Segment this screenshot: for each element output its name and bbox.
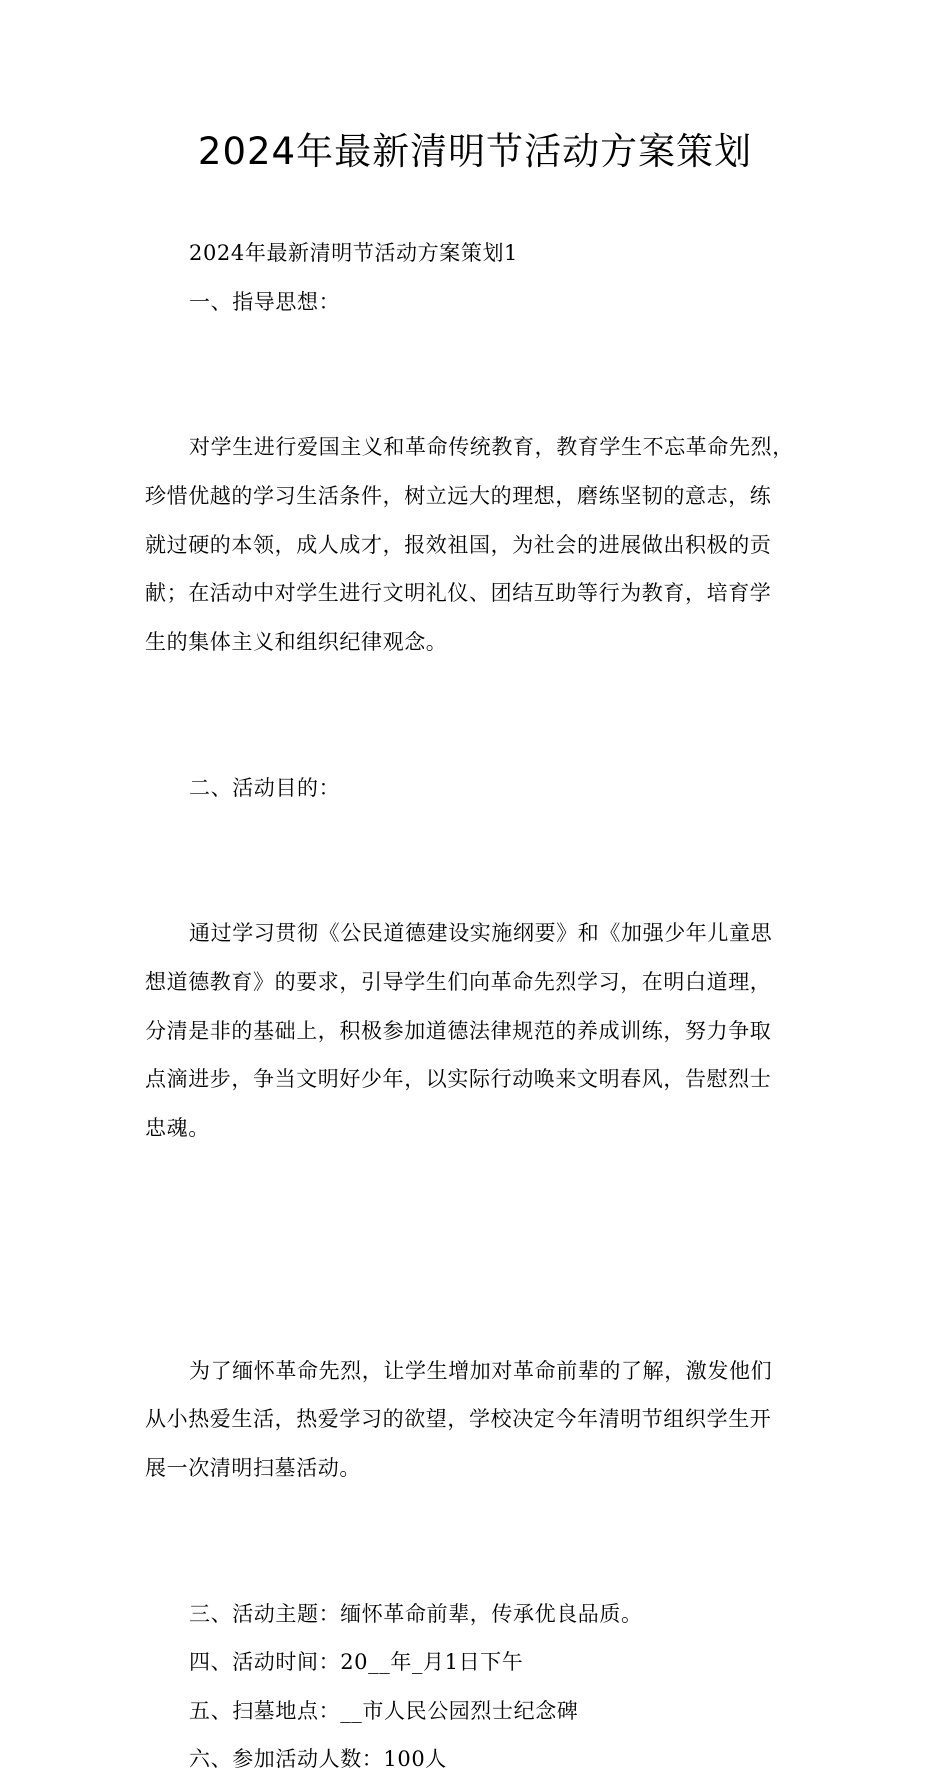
section-heading-purpose bbox=[145, 764, 817, 813]
text-line: 忠魂。 bbox=[145, 1115, 210, 1140]
document-body bbox=[145, 229, 817, 1784]
purpose-paragraph-2 bbox=[145, 1249, 817, 1589]
section-heading-line: 一、指导思想： bbox=[189, 289, 341, 314]
guiding-paragraph bbox=[145, 326, 817, 763]
text-line: 从小热爱生活，热爱学习的欲望，学校决定今年清明节组织学生开 bbox=[145, 1407, 772, 1432]
text-line: 珍惜优越的学习生活条件，树立远大的理想，磨练坚韧的意志，练 bbox=[145, 483, 772, 508]
text-line: 对学生进行爱国主义和革命传统教育，教育学生不忘革命先烈， bbox=[189, 435, 794, 460]
section-location bbox=[145, 1687, 817, 1736]
subtitle-paragraph bbox=[145, 229, 817, 278]
section-participants bbox=[145, 1735, 817, 1784]
text-line: 通过学习贯彻《公民道德建设实施纲要》和《加强少年儿童思 bbox=[189, 921, 773, 946]
text-line: 就过硬的本领，成人成才，报效祖国，为社会的进展做出积极的贡 bbox=[145, 532, 772, 557]
section-theme bbox=[145, 1590, 817, 1639]
section-heading-guiding bbox=[145, 278, 817, 327]
text-line: 六、参加活动人数：100人 bbox=[189, 1747, 447, 1772]
text-line: 点滴进步，争当文明好少年，以实际行动唤来文明春风，告慰烈士 bbox=[145, 1067, 772, 1092]
text-line: 生的集体主义和组织纪律观念。 bbox=[145, 629, 448, 654]
purpose-paragraph bbox=[145, 812, 817, 1249]
text-line: 五、扫墓地点：__市人民公园烈士纪念碑 bbox=[189, 1698, 579, 1723]
subtitle-line: 2024年最新清明节活动方案策划1 bbox=[189, 241, 519, 265]
text-line: 三、活动主题：缅怀革命前辈，传承优良品质。 bbox=[189, 1601, 643, 1626]
text-line: 四、活动时间：20__年_月1日下午 bbox=[189, 1650, 524, 1675]
text-line: 为了缅怀革命先烈，让学生增加对革命前辈的了解，激发他们 bbox=[189, 1358, 773, 1383]
text-line: 想道德教育》的要求，引导学生们向革命先烈学习，在明白道理， bbox=[145, 969, 772, 994]
section-heading-line: 二、活动目的： bbox=[189, 775, 341, 800]
text-line: 献；在活动中对学生进行文明礼仪、团结互助等行为教育，培育学 bbox=[145, 581, 772, 606]
section-time bbox=[145, 1638, 817, 1687]
text-line: 展一次清明扫墓活动。 bbox=[145, 1455, 361, 1480]
document-title: 2024年最新清明节活动方案策划 bbox=[197, 130, 753, 173]
text-line: 分清是非的基础上，积极参加道德法律规范的养成训练，努力争取 bbox=[145, 1018, 772, 1043]
